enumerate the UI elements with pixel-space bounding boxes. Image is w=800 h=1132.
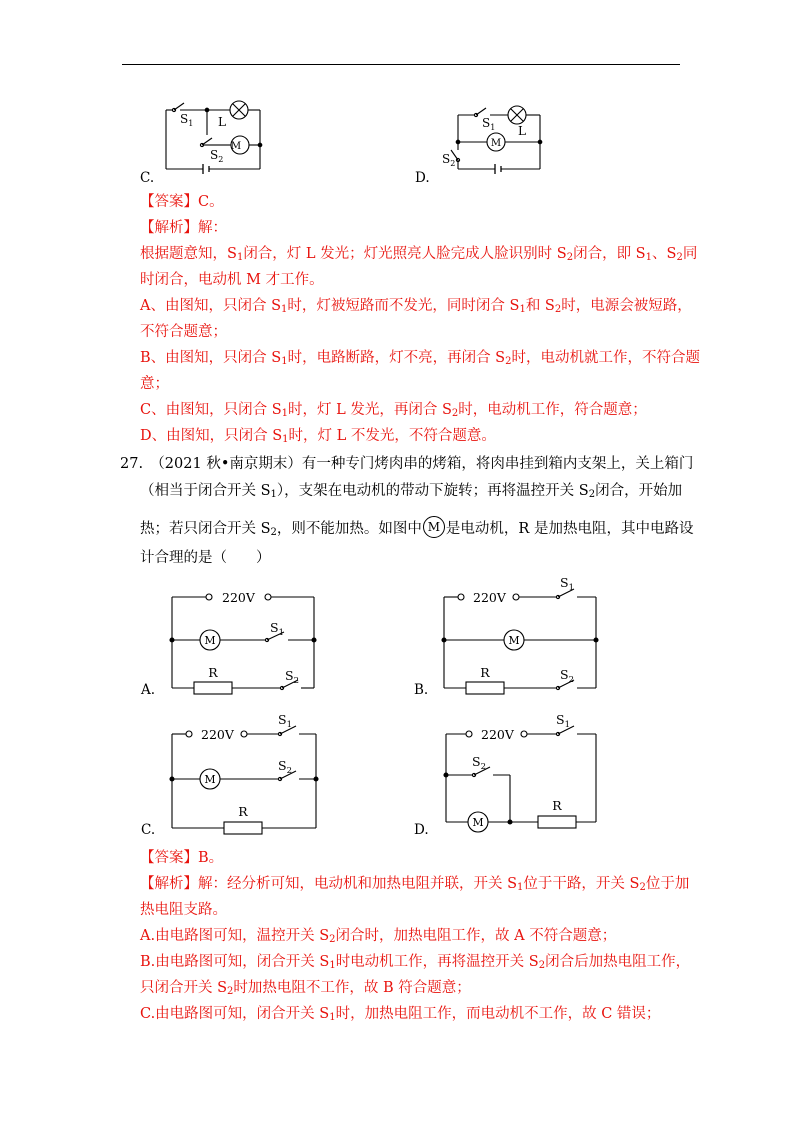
option-label-27-d: D. — [414, 822, 429, 838]
analysis-27-line: 热电阻支路。 — [140, 902, 227, 918]
question-27-line: 计合理的是（ ） — [140, 550, 271, 566]
option-label-27-b: B. — [414, 682, 429, 698]
label-s2: $S_2$ — [278, 758, 292, 776]
analysis-27-line: 【解析】解：经分析可知，电动机和加热电阻并联，开关 $S_1$位于干路，开关 $S_2$位于加 — [140, 876, 690, 893]
label-motor: M — [230, 141, 242, 152]
analysis-27-line: A.由电路图可知，温控开关 $S_2$闭合时，加热电阻工作，故 A 不符合题意； — [140, 928, 617, 945]
label-lamp: L — [218, 115, 226, 129]
analysis-26-line: B、由图知，只闭合 $S_1$时，电路断路，灯不亮，再闭合 $S_2$时，电动机就工作，不符合题 — [140, 350, 700, 367]
analysis-27-line: B.由电路图可知，闭合开关 $S_1$时电动机工作，再将温控开关 $S_2$闭合后加热电阻工作， — [140, 954, 691, 971]
label-s1: $S_1$ — [270, 620, 284, 638]
header-rule — [122, 64, 680, 65]
analysis-26-line: C、由图知，只闭合 $S_1$时，灯 L 发光，再闭合 $S_2$时，电动机工作，符合题意； — [140, 402, 647, 419]
analysis-26-line: 不符合题意； — [140, 324, 227, 340]
label-motor: M — [204, 773, 216, 786]
label-s2: $S_2$ — [472, 754, 486, 772]
label-s1: $S_1$ — [278, 712, 292, 730]
analysis-26-line: A、由图知，只闭合 $S_1$时，灯被短路而不发光，同时闭合 $S_1$和 $S_2$时，电源会被短路， — [140, 298, 692, 315]
option-label-27-c: C. — [141, 822, 156, 838]
label-voltage: 220V — [473, 590, 506, 605]
label-s1: $S_1$ — [556, 712, 570, 730]
label-motor: M — [204, 634, 216, 647]
answer-26: 【答案】C。 — [140, 194, 224, 210]
question-27-line: 热；若只闭合开关 $S_2$，则不能加热。如图中 M 是电动机，R 是加热电阻，其中电路设 — [140, 516, 693, 539]
option-label-27-a: A. — [141, 682, 156, 698]
label-s1: $S_1$ — [560, 575, 574, 593]
question-27-line: （相当于闭合开关 $S_1$），支架在电动机的带动下旋转；再将温控开关 $S_2$闭合，开始加 — [140, 483, 683, 500]
circuit-27-c — [164, 712, 329, 837]
circuit-27-b — [436, 575, 606, 695]
analysis-head-26: 【解析】解： — [140, 220, 227, 236]
option-label-26-d: D. — [415, 170, 430, 186]
label-resistor: R — [480, 665, 490, 680]
label-voltage: 220V — [201, 727, 234, 742]
option-label-26-c: C. — [140, 170, 155, 186]
analysis-26-line: 根据题意知，$S_1$闭合，灯 L 发光；灯光照亮人脸完成人脸识别时 $S_2$闭合，即 $S_1$、$S_2$同 — [140, 246, 698, 263]
analysis-26-line: 意； — [140, 376, 169, 392]
label-motor: M — [490, 138, 502, 149]
label-motor: M — [508, 634, 520, 647]
circuit-26-c — [160, 95, 270, 175]
label-voltage: 220V — [222, 590, 255, 605]
label-resistor: R — [552, 798, 562, 813]
label-s2: $S_2$ — [442, 152, 456, 168]
circuit-26-d — [440, 95, 550, 175]
question-27-line: 27. （2021 秋•南京期末）有一种专门烤肉串的烤箱，将肉串挂到箱内支架上，关上箱门 — [120, 456, 694, 472]
circuit-27-d — [438, 712, 608, 837]
label-voltage: 220V — [481, 727, 514, 742]
label-resistor: R — [238, 804, 248, 819]
label-resistor: R — [208, 665, 218, 680]
answer-27: 【答案】B。 — [140, 850, 224, 866]
motor-symbol-icon: M — [423, 516, 445, 538]
label-s2: $S_2$ — [285, 668, 299, 686]
label-s1: $S_1$ — [180, 112, 194, 128]
analysis-27-line: 只闭合开关 $S_2$时加热电阻不工作，故 B 符合题意； — [140, 980, 471, 997]
circuit-27-a — [164, 585, 324, 695]
analysis-27-line: C.由电路图可知，闭合开关 $S_1$时，加热电阻工作，而电动机不工作，故 C 错误； — [140, 1006, 661, 1023]
label-lamp: L — [518, 124, 526, 138]
label-s2: $S_2$ — [210, 148, 224, 164]
label-s1: $S_1$ — [482, 116, 496, 132]
label-motor: M — [472, 816, 484, 829]
label-s2: $S_2$ — [560, 667, 574, 685]
analysis-26-line: 时闭合，电动机 M 才工作。 — [140, 272, 324, 288]
analysis-26-line: D、由图知，只闭合 $S_1$时，灯 L 不发光，不符合题意。 — [140, 428, 496, 445]
